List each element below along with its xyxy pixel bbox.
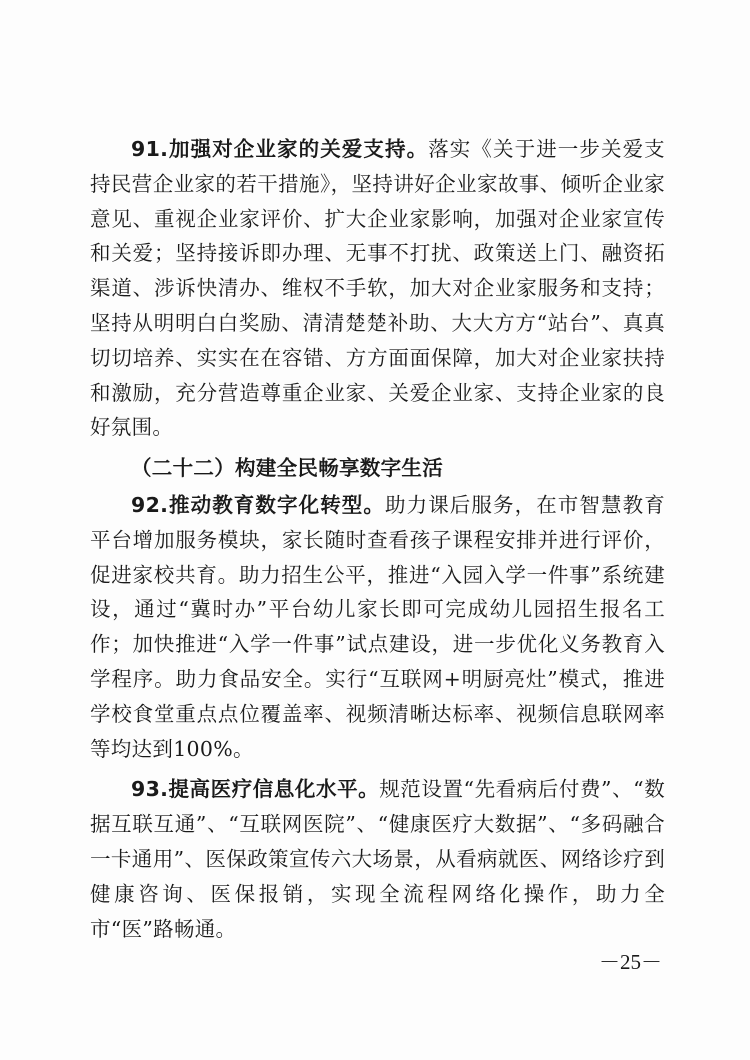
paragraph-93-body: 规范设置“先看病后付费”、“数据互联互通”、“互联网医院”、“健康医疗大数据”、“多码融合一卡通用”、医保政策宣传六大场景，从看病就医、网络诊疗到健康咨询、医保报销，实现全流程网络化操作，助力全市“医”路畅通。	[90, 777, 665, 941]
paragraph-92-lead: 92.推动教育数字化转型。	[131, 492, 386, 517]
paragraph-91-lead: 91.加强对企业家的关爱支持。	[131, 137, 429, 161]
document-body	[90, 132, 665, 952]
paragraph-91	[90, 132, 665, 445]
section-heading: （二十二）构建全民畅享数字生活	[131, 456, 443, 481]
paragraph-93	[90, 772, 665, 946]
paragraph-92-body: 助力课后服务，在市智慧教育平台增加服务模块，家长随时查看孩子课程安排并进行评价，促进家校共育。助力招生公平，推进“入园入学一件事”系统建设，通过“冀时办”平台幼儿家长即可完成幼儿园招生报名工作；加快推进“入学一件事”试点建设，进一步优化义务教育入学程序。助力食品安全。实行“互联网+明厨亮灶”模式，推进学校食堂重点点位覆盖率、视频清晰达标率、视频信息联网率等均达到100%。	[90, 492, 666, 761]
paragraph-93-lead: 93.提高医疗信息化水平。	[131, 777, 380, 802]
page-number: －25－	[599, 950, 662, 974]
paragraph-91-body: 落实《关于进一步关爱支持民营企业家的若干措施》，坚持讲好企业家故事、倾听企业家意见、重视企业家评价、扩大企业家影响，加强对企业家宣传和关爱；坚持接诉即办理、无事不打扰、政策送上门、融资拓渠道、涉诉快清办、维权不手软，加大对企业家服务和支持；坚持从明明白白奖励、清清楚楚补助、大大方方“站台”、真真切切培养、实实在在容错、方方面面保障，加大对企业家扶持和激励，充分营造尊重企业家、关爱企业家、支持企业家的良好氛围。	[90, 137, 665, 440]
paragraph-92	[90, 488, 665, 766]
